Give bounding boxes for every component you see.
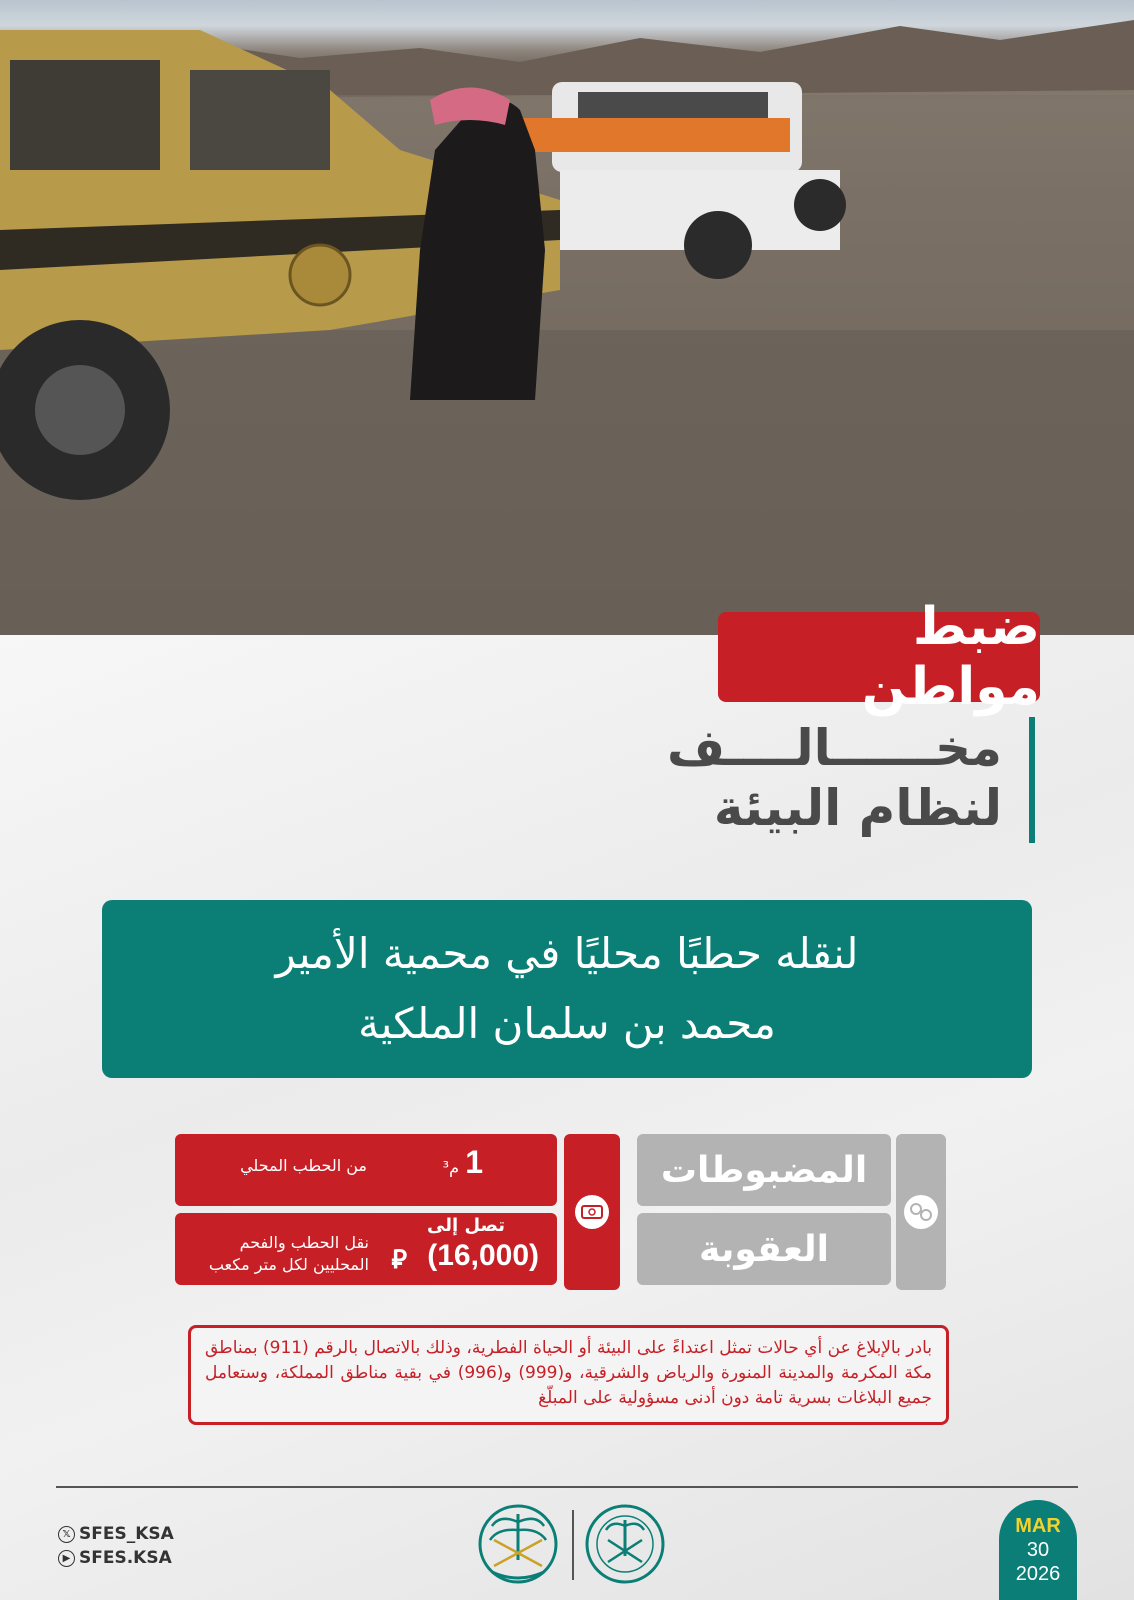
x-handle: SFES_KSA bbox=[79, 1524, 174, 1544]
headline-line-1: مخــــــالــــف bbox=[667, 719, 1002, 777]
money-icon-panel bbox=[564, 1134, 620, 1290]
photo-illustration bbox=[0, 0, 1134, 635]
footer-divider bbox=[56, 1486, 1078, 1488]
date-day: 30 bbox=[1026, 1539, 1050, 1561]
headline-subtitle bbox=[667, 718, 1022, 838]
logos bbox=[470, 1500, 670, 1590]
headline-red-label: ضبط مواطن bbox=[718, 612, 1040, 702]
seized-row bbox=[175, 1134, 557, 1206]
emblem-logos bbox=[470, 1500, 670, 1590]
handcuffs-icon bbox=[903, 1194, 939, 1230]
x-social-link[interactable] bbox=[58, 1524, 174, 1544]
date-month: MAR bbox=[1015, 1515, 1061, 1537]
description-line-1: لنقله حطبًا محليًا في محمية الأمير bbox=[275, 929, 859, 978]
seized-label: المضبوطات bbox=[637, 1134, 891, 1206]
penalty-label: العقوبة bbox=[637, 1213, 891, 1285]
money-icon bbox=[574, 1194, 610, 1230]
penalty-description-1: نقل الحطب والفحم bbox=[239, 1233, 369, 1252]
handcuffs-icon-panel bbox=[896, 1134, 946, 1290]
headline-accent-bar bbox=[1029, 717, 1035, 843]
report-notice: بادر بالإبلاغ عن أي حالات تمثل اعتداءً على البيئة أو الحياة الفطرية، وذلك بالاتصال بالرقم (911) بمناطق مكة المكرمة والمدينة المنورة والرياض والشرقية، و(999) و(996) في بقية مناطق المملكة، وستعامل جميع البلاغات بسرية تامة دون أدنى مسؤولية على المبلّغ bbox=[188, 1325, 949, 1425]
penalty-prefix: تصل إلى bbox=[427, 1215, 505, 1236]
youtube-handle: SFES.KSA bbox=[79, 1548, 172, 1568]
seized-unit: م³ bbox=[442, 1158, 459, 1177]
headline-line-2: لنظام البيئة bbox=[713, 779, 1002, 837]
palm-emblem-icon bbox=[480, 1506, 556, 1582]
description-box bbox=[102, 900, 1032, 1078]
youtube-social-link[interactable] bbox=[58, 1548, 172, 1568]
penalty-row bbox=[175, 1213, 557, 1285]
hero-photo bbox=[0, 0, 1134, 635]
seized-amount: 1 bbox=[465, 1144, 483, 1180]
penalty-description-2: المحليين لكل متر مكعب bbox=[208, 1255, 369, 1274]
youtube-icon: ▶ bbox=[58, 1550, 75, 1567]
date-year: 2026 bbox=[1015, 1563, 1061, 1585]
seized-description: من الحطب المحلي bbox=[240, 1156, 367, 1175]
description-line-2: محمد بن سلمان الملكية bbox=[358, 999, 776, 1048]
riyal-currency-icon: ⃁ bbox=[391, 1245, 407, 1275]
ministry-emblem-icon bbox=[587, 1506, 663, 1582]
date-badge bbox=[999, 1500, 1077, 1600]
penalty-amount: (16,000) bbox=[427, 1239, 539, 1272]
x-icon: 𝕏 bbox=[58, 1526, 75, 1543]
